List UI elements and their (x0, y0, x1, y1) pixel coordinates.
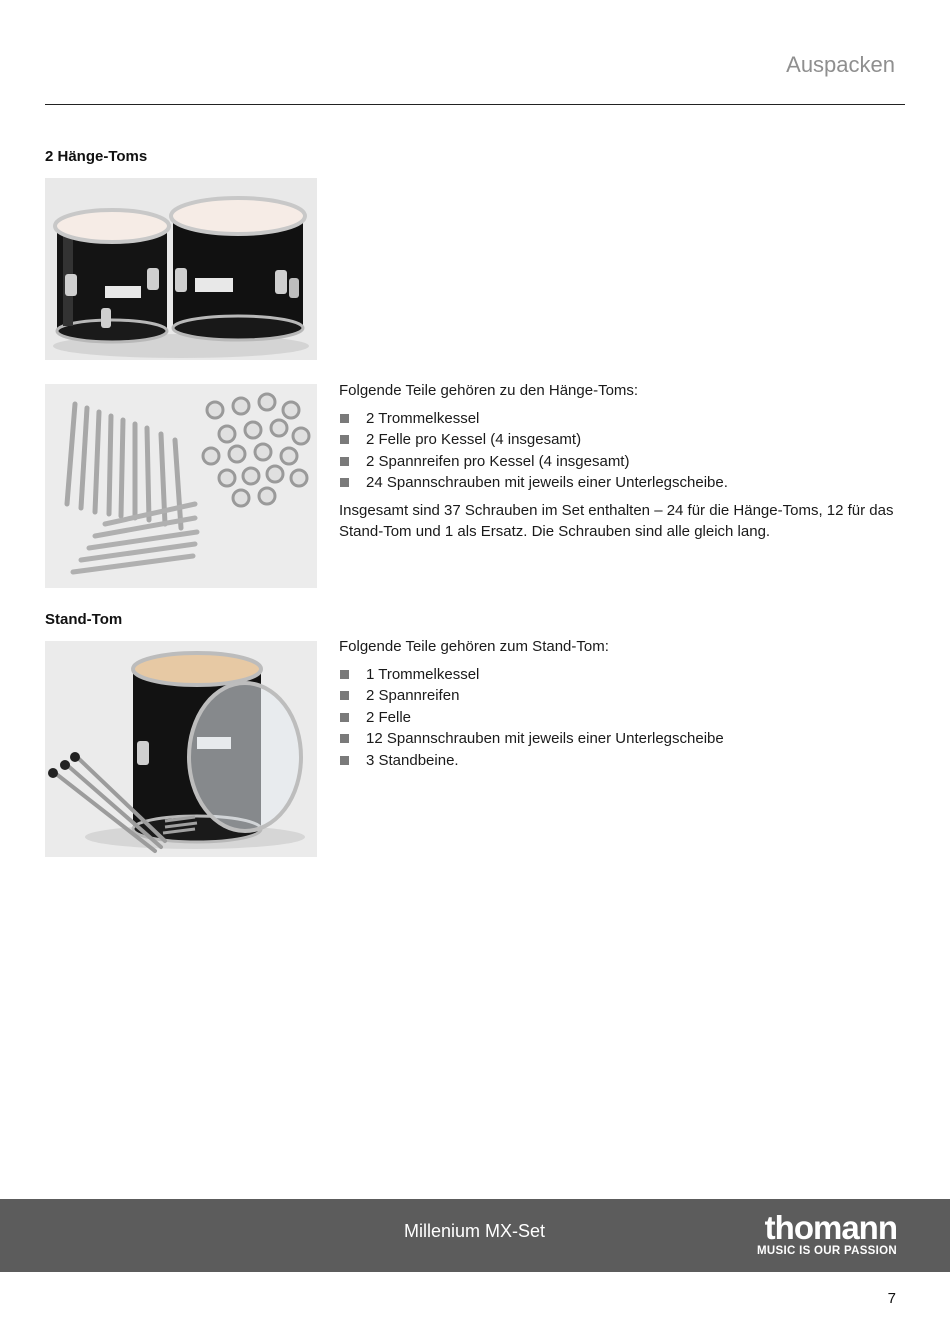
logo-tagline: MUSIC IS OUR PASSION (757, 1245, 897, 1257)
list-item: 3 Standbeine. (339, 750, 909, 772)
footer-product-name: Millenium MX-Set (404, 1221, 546, 1241)
parts-list (339, 408, 909, 494)
photo-stand-tom (45, 641, 317, 857)
list-item: 1 Trommelkessel (339, 664, 909, 686)
list-item: 24 Spannschrauben mit jeweils einer Unterlegscheibe. (339, 472, 909, 494)
parts-list (339, 664, 909, 772)
text-block-haenge-toms (339, 380, 909, 543)
photo-haenge-toms (45, 178, 317, 360)
header-rule (45, 104, 905, 105)
logo-word: thomann (764, 1209, 897, 1246)
page-number: 7 (887, 1290, 896, 1307)
thomann-logo (737, 1211, 897, 1257)
photo-schrauben (45, 384, 317, 588)
footer-band (0, 1199, 950, 1272)
list-item: 2 Spannreifen pro Kessel (4 insgesamt) (339, 451, 909, 473)
list-item: 12 Spannschrauben mit jeweils einer Unterlegscheibe (339, 728, 909, 750)
section-heading-haenge-toms: 2 Hänge-Toms (45, 148, 148, 165)
list-item: 2 Felle (339, 707, 909, 729)
list-item: 2 Trommelkessel (339, 408, 909, 430)
parts-intro: Folgende Teile gehören zu den Hänge-Toms: (339, 382, 639, 399)
text-block-stand-tom (339, 636, 909, 777)
parts-intro: Folgende Teile gehören zum Stand-Tom: (339, 638, 609, 655)
list-item: 2 Spannreifen (339, 685, 909, 707)
section-heading-stand-tom: Stand-Tom (45, 611, 123, 628)
header-title: Auspacken (786, 52, 895, 77)
list-item: 2 Felle pro Kessel (4 insgesamt) (339, 429, 909, 451)
screw-note: Insgesamt sind 37 Schrauben im Set enthalten – 24 für die Hänge-Toms, 12 für das Stand-Tom und 1 als Ersatz. Die Schrauben sind alle gleich lang. (339, 501, 894, 540)
